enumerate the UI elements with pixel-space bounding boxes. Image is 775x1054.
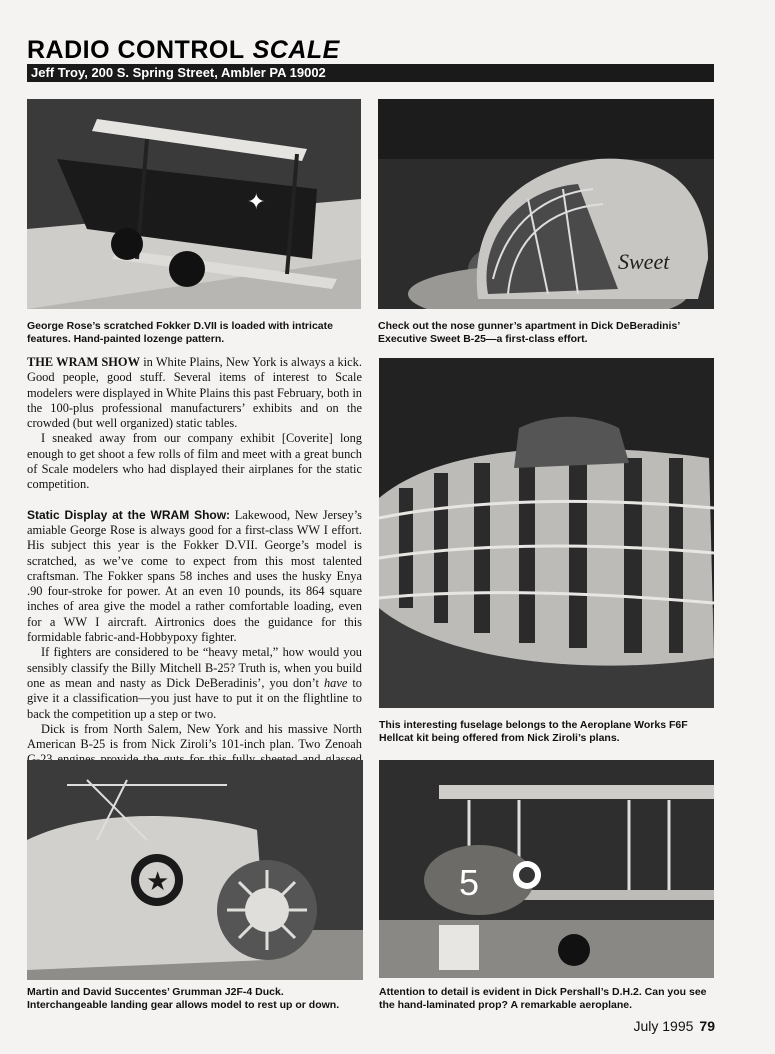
caption-b25: Check out the nose gunner’s apartment in Dick DeBeradinis’ Executive Sweet B-25—a first-class effort. [378, 320, 680, 345]
caption-fuselage: This interesting fuselage belongs to the Aeroplane Works F6F Hellcat kit being offered from Nick Ziroli’s plans. [379, 719, 688, 744]
svg-text:★: ★ [146, 867, 170, 897]
paragraph-5: Dick is from North Salem, New York and his massive North American B-25 is from Nick Ziroli’s 101-inch plan. Two Zenoah [27, 721, 362, 752]
page-footer [633, 1018, 715, 1034]
caption-fokker: George Rose’s scratched Fokker D.VII is loaded with intricate features. Hand-painted lozenge pattern. [27, 320, 333, 345]
paragraph-3 [27, 508, 362, 646]
title-scale: SCALE [252, 36, 340, 64]
photo-dh2 [379, 760, 714, 978]
paragraph-1-text: in White Plains, New York is always a kick. Good people, good stuff. Several items of interest to Scale modelers were displayed in White Plains this past February, both in the 100-plus professional manufacturers’ exhibits and on the crowded (but well organized) static tables. [27, 355, 362, 431]
paragraph-4-b: to give it a classification—you just have to put it on the flightline to back the competition up a step or two. [27, 675, 362, 721]
title-main: RADIO CONTROL [27, 36, 245, 64]
svg-text:Sweet: Sweet [618, 249, 670, 274]
lead-wram-show: THE WRAM SHOW [27, 355, 140, 369]
issue-date: July 1995 [633, 1018, 694, 1034]
page-number: 79 [699, 1018, 715, 1034]
paragraph-4 [27, 645, 362, 721]
svg-text:✦: ✦ [247, 189, 266, 214]
photo-fokker [27, 99, 361, 309]
subhead-static-display: Static Display at the WRAM Show: [27, 507, 231, 522]
paragraph-1 [27, 355, 362, 431]
photo-fuselage [379, 358, 714, 708]
photo-b25 [378, 99, 714, 309]
byline-bar: Jeff Troy, 200 S. Spring Street, Ambler PA 19002 [27, 64, 714, 82]
paragraph-4-em: have [323, 675, 348, 690]
paragraph-2: I sneaked away from our company exhibit [Coverite] long enough to get shoot a few rolls of film and meet with a great bunch of Scale modelers who had displayed their airplanes for the static competition. [27, 431, 362, 492]
caption-duck: Martin and David Succentes’ Grumman J2F-4 Duck. Interchangeable landing gear allows model to rest up or down. [27, 986, 340, 1011]
paragraph-4-a: If fighters are considered to be “heavy metal,” how would you sensibly classify the Billy Mitchell B-25? Truth is, when you build one as mean and nasty as Dick DeBeradinis’, you don’t [27, 645, 362, 690]
paragraph-3-text: Lakewood, New Jersey’s amiable George Rose is always good for a first-class WW I effort. His subject this year is the Fokker D.VII. George’s model is scratched, as we’ve come to expect from this most talented craftsman. The Fokker spans 58 inches and uses the husky Enya .90 four-stroke for power. At an even 10 pounds, its 864 square inches of area give the model a rather comfortable loading, even for a WW I aircraft. Airtronics does the guidance for this formidable fabric-and-Hobbypoxy fighter. [27, 507, 362, 645]
page-title [27, 36, 340, 65]
caption-dh2: Attention to detail is evident in Dick Pershall’s D.H.2. Can you see the hand-laminated prop? A remarkable aeroplane. [379, 986, 707, 1011]
svg-text:5: 5 [459, 862, 480, 903]
photo-duck [27, 760, 363, 980]
article-body [27, 355, 362, 798]
